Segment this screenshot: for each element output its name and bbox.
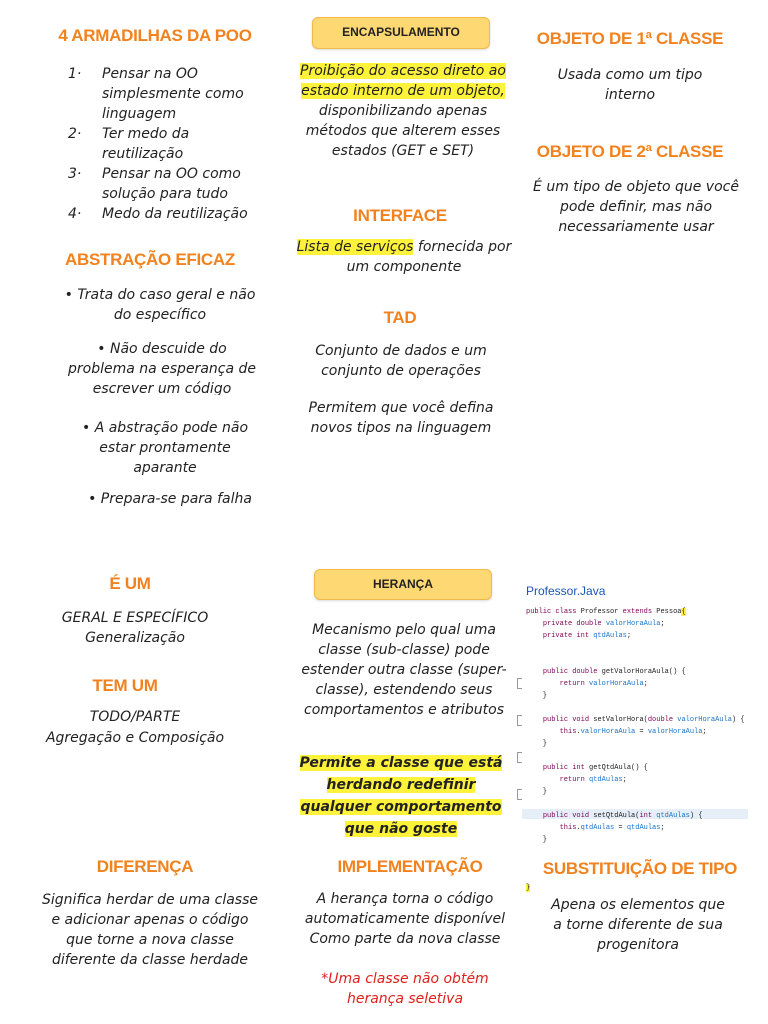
objeto-2-title: OBJETO DE 2ª CLASSE: [536, 142, 724, 161]
diferenca-title: DIFERENÇA: [96, 857, 194, 876]
armadilhas-title: 4 ARMADILHAS DA POO: [58, 26, 252, 45]
code-block: [526, 606, 745, 894]
code-line: [526, 846, 745, 858]
e-um-title: É UM: [109, 574, 151, 593]
implementacao-title: IMPLEMENTAÇÃO: [337, 857, 483, 876]
encapsulamento-text: Proibição do acesso direto ao estado interno de um objeto, disponibilizando apenas métodos que alterem esses estados (GET e SET): [300, 63, 506, 159]
code-line: [526, 798, 745, 810]
code-line: [526, 702, 745, 714]
abstracao-item: • Não descuide do problema na esperança de escrever um código: [67, 341, 256, 395]
code-line: public void setValorHora(double valorHoraAula) {: [542, 716, 745, 724]
heranca-highlight: Permite a classe que está herdando redefinir qualquer comportamento que não goste: [299, 755, 503, 837]
fold-marker: [517, 752, 522, 763]
code-line: this.qtdAulas = qtdAulas;: [559, 824, 665, 832]
code-line: [526, 750, 745, 762]
fold-marker: [517, 715, 522, 726]
diferenca-text: Significa herdar de uma classe e adicionar apenas o código que torne a nova classe diferente da classe herdade: [42, 892, 258, 968]
list-item: 2· Ter medo da reutilização: [68, 126, 190, 162]
e-um-line-2: Generalização: [85, 630, 185, 646]
code-line: }: [526, 740, 548, 748]
fold-marker: [517, 678, 522, 689]
fold-marker: [517, 789, 522, 800]
list-item: 3· Pensar na OO como solução para tudo: [68, 166, 241, 202]
code-line: this.valorHoraAula = valorHoraAula;: [559, 728, 707, 736]
code-line: }: [526, 692, 548, 700]
code-line: return valorHoraAula;: [559, 680, 648, 688]
code-line: public int getQtdAula() {: [542, 764, 648, 772]
implementacao-text: A herança torna o código automaticamente disponível Como parte da nova classe: [304, 891, 506, 947]
heranca-pill: HERANÇA: [314, 569, 492, 600]
tad-text-1: Conjunto de dados e um conjunto de operações: [315, 343, 487, 379]
interface-title: INTERFACE: [353, 206, 447, 225]
abstracao-item: • A abstração pode não estar prontamente aparante: [81, 420, 249, 476]
heranca-text: Mecanismo pelo qual uma classe (sub-classe) pode estender outra classe (super-classe), estendendo seus comportamentos e atributos: [301, 622, 507, 718]
code-line: public void setQtdAula(int qtdAulas) {: [542, 812, 703, 820]
code-line: public class Professor extends Pessoa{: [526, 608, 686, 616]
code-line: [526, 642, 745, 654]
tem-um-line-1: TODO/PARTE: [89, 709, 181, 725]
encapsulamento-pill: ENCAPSULAMENTO: [312, 17, 490, 49]
armadilhas-list: [68, 64, 268, 224]
code-line: [526, 654, 745, 666]
objeto-1-text: Usada como um tipo interno: [557, 67, 703, 103]
abstracao-item: • Prepara-se para falha: [88, 491, 252, 507]
list-item: 4· Medo da reutilização: [68, 206, 248, 222]
abstracao-title: ABSTRAÇÃO EFICAZ: [65, 250, 235, 269]
tem-um-title: TEM UM: [92, 676, 158, 695]
substituicao-title: SUBSTITUIÇÃO DE TIPO: [542, 859, 738, 878]
tad-text-2: Permitem que você defina novos tipos na linguagem: [308, 400, 494, 436]
code-line: }: [526, 788, 548, 796]
e-um-line-1: GERAL E ESPECÍFICO: [61, 610, 209, 626]
tad-title: TAD: [383, 308, 417, 327]
code-line: return qtdAulas;: [559, 776, 627, 784]
code-line: }: [526, 836, 548, 844]
objeto-1-title: OBJETO DE 1ª CLASSE: [536, 29, 724, 48]
code-line: }: [526, 884, 531, 892]
abstracao-item: • Trata do caso geral e não do específico: [64, 287, 256, 323]
implementacao-note: *Uma classe não obtém herança seletiva: [321, 971, 489, 1007]
code-line: private int qtdAulas;: [542, 632, 632, 640]
substituicao-text: Apena os elementos que a torne diferente de sua progenitora: [551, 897, 725, 953]
interface-text: Lista de serviços fornecida por um componente: [296, 239, 512, 275]
list-item: 1· Pensar na OO simplesmente como linguagem: [68, 66, 244, 122]
code-line: private double valorHoraAula;: [542, 620, 665, 628]
tem-um-line-2: Agregação e Composição: [45, 730, 225, 746]
objeto-2-text: É um tipo de objeto que você pode definir, mas não necessariamente usar: [533, 179, 739, 235]
code-line: public double getValorHoraAula() {: [542, 668, 686, 676]
code-file-title: Professor.Java: [526, 584, 606, 598]
